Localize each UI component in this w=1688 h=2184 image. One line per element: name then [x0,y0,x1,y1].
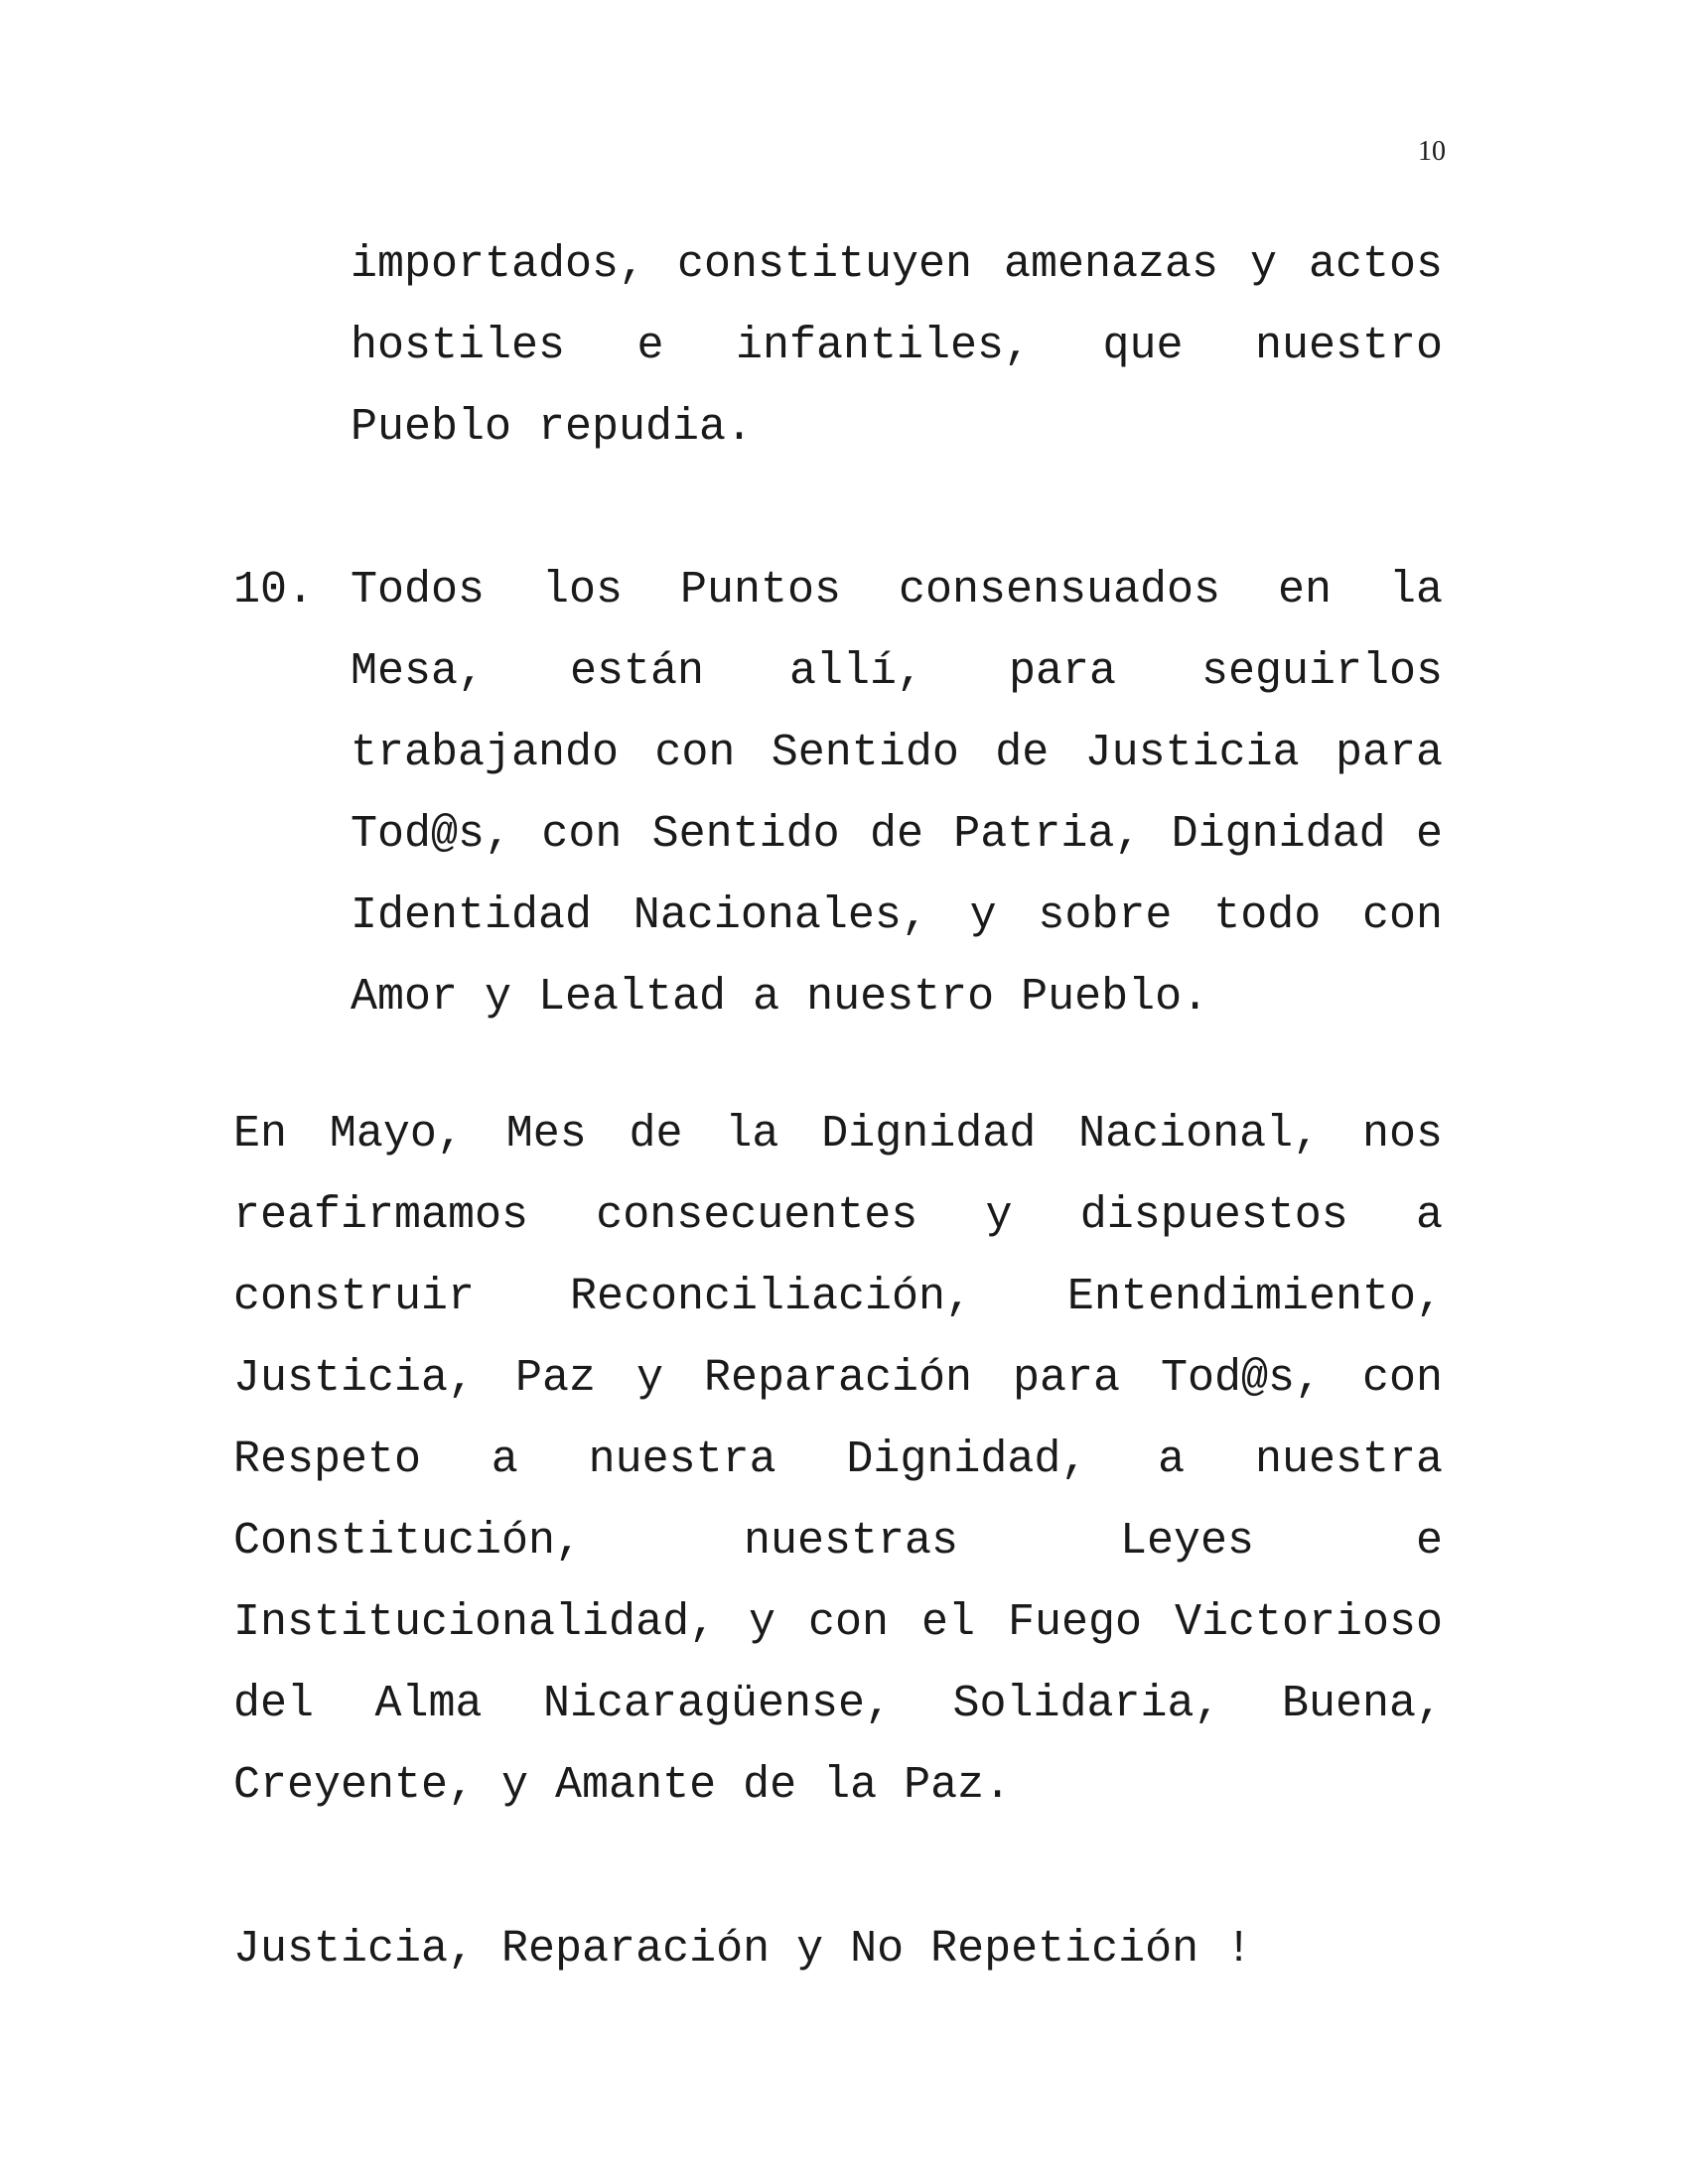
list-item-number: 10. [233,565,315,615]
list-item-continuation-text: importados, constituyen amenazas y actos hostiles e infantiles, que nuestro Pueblo repudia. [351,239,1443,453]
page-number: 10 [1418,136,1446,167]
closing-slogan: Justicia, Reparación y No Repetición ! [233,1924,1253,1975]
closing-paragraph: En Mayo, Mes de la Dignidad Nacional, nos reafirmamos consecuentes y dispuestos a construir Reconciliación, Entendimiento, Justicia, Paz y Reparación para Tod@s, con Respeto a nuestra Dignidad, a nuestra Constitución, nuestras Leyes e Institucionalidad, y con el Fuego Victorioso del Alma Nicaragüense, Solidaria, Buena, Creyente, y Amante de la Paz. [233,1109,1443,1811]
list-item-text: Todos los Puntos consensuados en la Mesa, están allí, para seguirlos trabajando con Sentido de Justicia para Tod@s, con Sentido de Patria, Dignidad e Identidad Nacionales, y sobre todo con Amor y Lealtad a nuestro Pueblo. [351,565,1443,1023]
